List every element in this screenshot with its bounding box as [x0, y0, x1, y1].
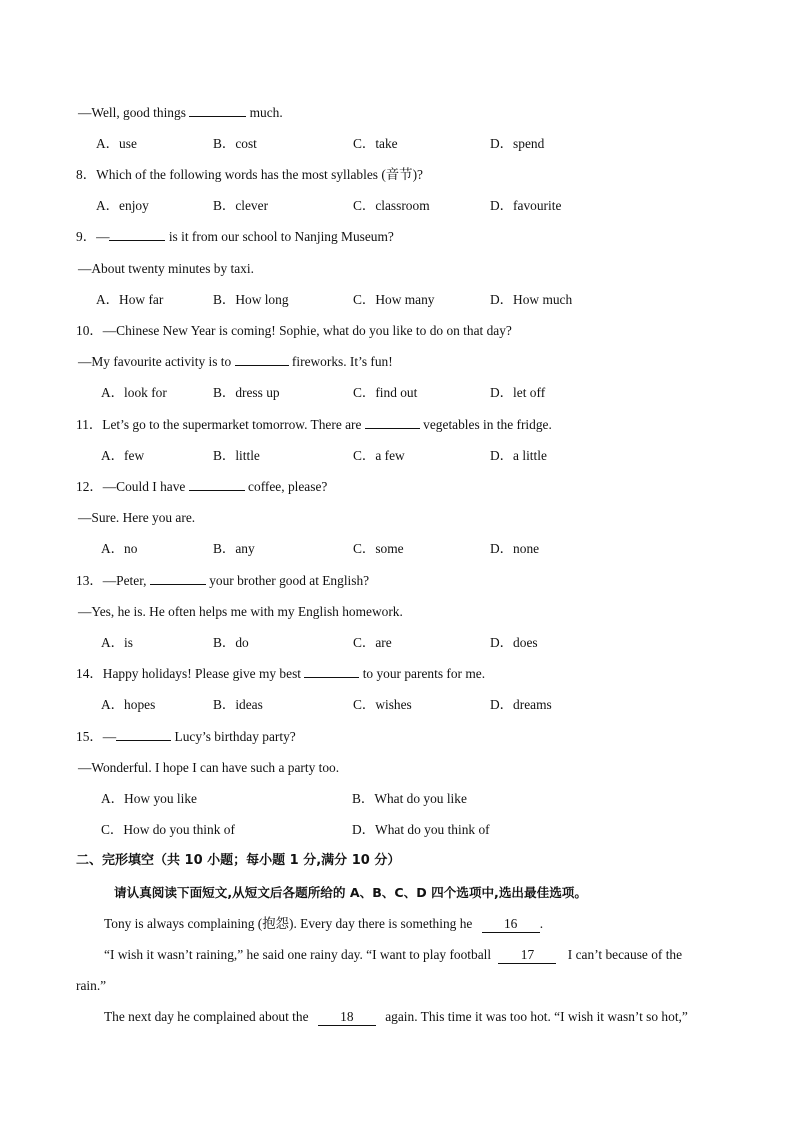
q11-option-d: D．a little [490, 448, 547, 463]
q13-option-d: D．does [490, 635, 538, 650]
q12-question [76, 478, 327, 496]
q7-option-a: A．use [96, 136, 137, 151]
q11-option-c: C．a few [353, 448, 405, 463]
blank-17: 17 [498, 947, 556, 964]
q14-blank [304, 665, 359, 678]
passage-paragraph-2-cont: rain.” [76, 978, 107, 993]
q12-option-c: C．some [353, 541, 404, 556]
q9-question [76, 228, 394, 246]
q10-blank [235, 353, 289, 366]
q11-question [76, 416, 552, 434]
q14-option-a: A．hopes [101, 697, 156, 712]
q10-option-d: D．let off [490, 385, 546, 400]
passage-paragraph-2 [104, 946, 682, 964]
q9-option-a: A．How far [96, 292, 164, 307]
q11-option-b: B．little [213, 448, 260, 463]
q10-answer-prefix: —My favourite activity is to [78, 354, 235, 369]
p2-text: “I wish it wasn’t raining,” he said one rainy day. “I want to play football [104, 947, 495, 962]
q7-option-c: C．take [353, 136, 398, 151]
q12-suffix: coffee, please? [244, 479, 328, 494]
q7-blank [189, 104, 246, 117]
q8-option-c: C．classroom [353, 198, 430, 213]
q7-option-b: B．cost [213, 136, 257, 151]
q15-prefix: 15．— [76, 729, 117, 744]
q15-option-a: A．How you like [101, 791, 197, 806]
passage-paragraph-1 [104, 915, 543, 933]
q7-answer-prefix: —Well, good things [78, 105, 190, 120]
q10-option-a: A．look for [101, 385, 167, 400]
blank-18: 18 [318, 1009, 376, 1026]
p3-text-end: again. This time it was too hot. “I wish it wasn’t so hot,” [381, 1009, 688, 1024]
q8-option-b: B．clever [213, 198, 269, 213]
q9-option-b: B．How long [213, 292, 289, 307]
q11-option-a: A．few [101, 448, 145, 463]
q9-suffix: is it from our school to Nanjing Museum? [165, 229, 394, 244]
q12-blank [189, 478, 245, 491]
q13-option-a: A．is [101, 635, 133, 650]
q9-blank [109, 228, 165, 241]
q14-suffix: to your parents for me. [359, 666, 486, 681]
q14-question [76, 665, 485, 683]
p3-text: The next day he complained about the [104, 1009, 312, 1024]
q7-answer-suffix: much. [246, 105, 283, 120]
q8-option-d: D．favourite [490, 198, 562, 213]
q15-question [76, 728, 296, 746]
q11-blank [365, 416, 420, 429]
blank-16: 16 [482, 916, 540, 933]
q13-question [76, 572, 369, 590]
q13-answer: —Yes, he is. He often helps me with my English homework. [78, 604, 403, 619]
q12-option-d: D．none [490, 541, 540, 556]
q14-prefix: 14．Happy holidays! Please give my best [76, 666, 305, 681]
q13-suffix: your brother good at English? [205, 573, 370, 588]
q12-answer: —Sure. Here you are. [78, 510, 196, 525]
q8-question: 8．Which of the following words has the most syllables (音节)? [76, 167, 423, 182]
q15-suffix: Lucy’s birthday party? [171, 729, 296, 744]
q15-answer: —Wonderful. I hope I can have such a party too. [78, 760, 340, 775]
q9-option-c: C．How many [353, 292, 435, 307]
q8-option-a: A．enjoy [96, 198, 149, 213]
q15-option-d: D．What do you think of [352, 822, 490, 837]
q13-option-b: B．do [213, 635, 249, 650]
q10-option-c: C．find out [353, 385, 418, 400]
q15-option-b: B．What do you like [352, 791, 467, 806]
q10-answer-suffix: fireworks. It’s fun! [288, 354, 393, 369]
q9-answer: —About twenty minutes by taxi. [78, 261, 254, 276]
q12-prefix: 12．—Could I have [76, 479, 189, 494]
q14-option-b: B．ideas [213, 697, 263, 712]
q14-option-c: C．wishes [353, 697, 412, 712]
passage-paragraph-3 [104, 1008, 688, 1026]
q15-blank [116, 728, 171, 741]
p2-text-end: I can’t because of the [564, 947, 683, 962]
q7-answer-line [78, 104, 283, 122]
p1-end: . [539, 916, 544, 931]
q15-option-c: C．How do you think of [101, 822, 235, 837]
q12-option-b: B．any [213, 541, 255, 556]
q11-prefix: 11．Let’s go to the supermarket tomorrow. There are [76, 417, 365, 432]
q10-option-b: B．dress up [213, 385, 280, 400]
section2-heading: 二、完形填空（共 10 小题；每小题 1 分,满分 10 分） [76, 853, 401, 868]
q12-option-a: A．no [101, 541, 138, 556]
q7-option-d: D．spend [490, 136, 545, 151]
p1-text: Tony is always complaining (抱怨). Every day there is something he [104, 916, 476, 931]
q11-suffix: vegetables in the fridge. [419, 417, 552, 432]
q9-option-d: D．How much [490, 292, 573, 307]
q13-option-c: C．are [353, 635, 392, 650]
q14-option-d: D．dreams [490, 697, 552, 712]
q13-prefix: 13．—Peter, [76, 573, 150, 588]
q9-prefix: 9．— [76, 229, 110, 244]
q10-question: 10．—Chinese New Year is coming! Sophie, what do you like to do on that day? [76, 323, 512, 338]
q10-answer-line [78, 353, 393, 371]
section2-instruction: 请认真阅读下面短文,从短文后各题所给的 A、B、C、D 四个选项中,选出最佳选项。 [114, 885, 587, 900]
q13-blank [150, 572, 206, 585]
